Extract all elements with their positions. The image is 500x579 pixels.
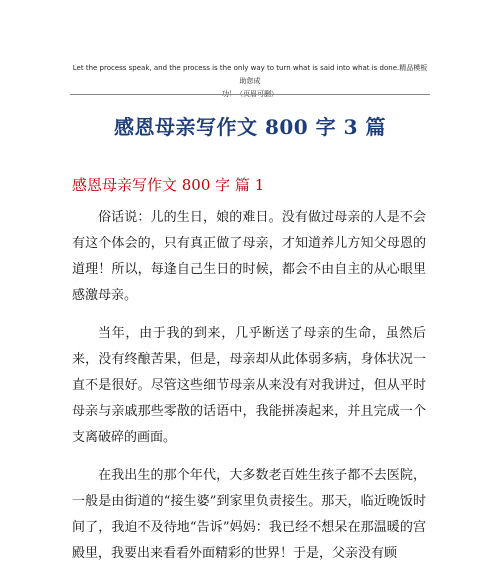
- header-line-1: Let the process speak, and the process is the only way to turn what is said into what is done.精品模板 助您成: [72, 64, 435, 85]
- page-header: [70, 62, 435, 101]
- header-line-2: 功！（页眉可删）: [222, 90, 278, 98]
- paragraph-1: 俗话说：儿的生日，娘的难日。没有做过母亲的人是不会有这个体会的，只有真正做了母亲，才知道养儿方知父母恩的道理！所以，每逢自己生日的时候，都会不由自主的从心眼里感激母亲。: [72, 210, 426, 303]
- document-body: [72, 205, 426, 579]
- document-title: 感恩母亲写作文 800 字 3 篇: [113, 115, 386, 139]
- section-title: 感恩母亲写作文 800 字 篇 1: [72, 176, 265, 194]
- paragraph-3: 在我出生的那个年代，大多数老百姓生孩子都不去医院，一般是由街道的“接生婆”到家里负责接生。那天，临近晚饭时间了，我迫不及待地“告诉”妈妈：我已经不想呆在那温暖的宫殿里，我要出来看看外面精彩的世界！于是，父亲没有顾: [72, 468, 426, 561]
- header-divider: [70, 94, 430, 95]
- paragraph-2: 当年，由于我的到来，几乎断送了母亲的生命，虽然后来，没有终酿苦果，但是，母亲却从此体弱多病，身体状况一直不是很好。尽管这些细节母亲从来没有对我讲过，但从平时母亲与亲戚那些零散的话语中，我能拼凑起来，并且完成一个支离破碎的画面。: [72, 326, 426, 445]
